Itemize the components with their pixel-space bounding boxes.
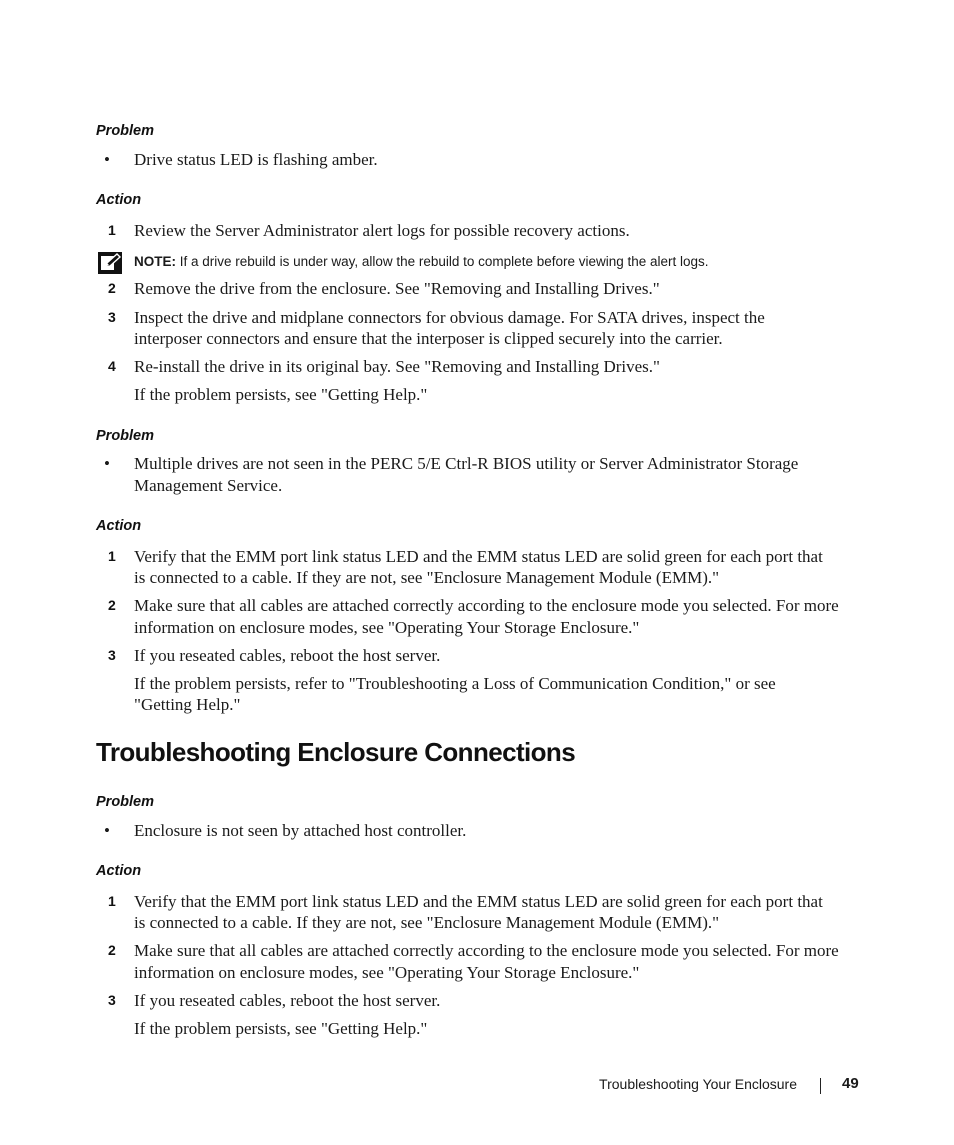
problem-label: Problem xyxy=(96,794,155,810)
followup-text: If the problem persists, refer to "Troubleshooting a Loss of Communication Condition," or see xyxy=(134,674,776,693)
step-text-continued: interposer connectors and ensure that the interposer is clipped securely into the carrier. xyxy=(134,329,723,348)
problem-label: Problem xyxy=(96,428,155,444)
step-text: Verify that the EMM port link status LED and the EMM status LED are solid green for each port that xyxy=(134,892,823,911)
followup-text-continued: "Getting Help." xyxy=(134,695,241,714)
step-text-continued: is connected to a cable. If they are not, see "Enclosure Management Module (EMM)." xyxy=(134,913,720,932)
followup-text: If the problem persists, see "Getting Help." xyxy=(134,385,428,404)
action-label: Action xyxy=(96,192,142,208)
problem-text: Drive status LED is flashing amber. xyxy=(134,150,378,169)
footer-chapter-title: Troubleshooting Your Enclosure xyxy=(599,1076,797,1092)
step-text: If you reseated cables, reboot the host server. xyxy=(134,646,441,665)
action-label: Action xyxy=(96,863,142,879)
step-number: 4 xyxy=(108,358,116,374)
step-number: 3 xyxy=(108,309,116,325)
step-number: 2 xyxy=(108,280,116,296)
step-number: 1 xyxy=(108,893,116,909)
step-number: 3 xyxy=(108,992,116,1008)
note-label: NOTE: xyxy=(134,254,176,269)
step-number: 1 xyxy=(108,548,116,564)
step-text: Make sure that all cables are attached correctly according to the enclosure mode you selected. For more xyxy=(134,596,839,615)
problem-label: Problem xyxy=(96,123,155,139)
step-text: Make sure that all cables are attached correctly according to the enclosure mode you selected. For more xyxy=(134,941,839,960)
note-text: If a drive rebuild is under way, allow the rebuild to complete before viewing the alert logs. xyxy=(179,254,709,269)
followup-text: If the problem persists, see "Getting Help." xyxy=(134,1019,428,1038)
step-number: 3 xyxy=(108,647,116,663)
step-text-continued: is connected to a cable. If they are not, see "Enclosure Management Module (EMM)." xyxy=(134,568,720,587)
step-number: 2 xyxy=(108,942,116,958)
step-text: Verify that the EMM port link status LED and the EMM status LED are solid green for each port that xyxy=(134,547,823,566)
note-pencil-icon xyxy=(98,252,122,274)
page-number: 49 xyxy=(842,1075,859,1092)
action-label: Action xyxy=(96,518,142,534)
bullet: • xyxy=(104,150,110,169)
step-text: Remove the drive from the enclosure. See "Removing and Installing Drives." xyxy=(134,279,660,298)
problem-text: Enclosure is not seen by attached host controller. xyxy=(134,821,467,840)
step-text-continued: information on enclosure modes, see "Operating Your Storage Enclosure." xyxy=(134,618,640,637)
step-text: Re-install the drive in its original bay. See "Removing and Installing Drives." xyxy=(134,357,660,376)
step-text-continued: information on enclosure modes, see "Operating Your Storage Enclosure." xyxy=(134,963,640,982)
problem-text: Multiple drives are not seen in the PERC 5/E Ctrl-R BIOS utility or Server Administrator Storage xyxy=(134,454,799,473)
step-number: 2 xyxy=(108,597,116,613)
footer-divider xyxy=(820,1078,821,1094)
step-text: Review the Server Administrator alert logs for possible recovery actions. xyxy=(134,221,630,240)
section-heading: Troubleshooting Enclosure Connections xyxy=(96,737,576,767)
bullet: • xyxy=(104,821,110,840)
note xyxy=(134,252,709,272)
step-text: Inspect the drive and midplane connectors for obvious damage. For SATA drives, inspect the xyxy=(134,308,765,327)
bullet: • xyxy=(104,454,110,473)
step-number: 1 xyxy=(108,222,116,238)
problem-text-continued: Management Service. xyxy=(134,476,283,495)
step-text: If you reseated cables, reboot the host server. xyxy=(134,991,441,1010)
